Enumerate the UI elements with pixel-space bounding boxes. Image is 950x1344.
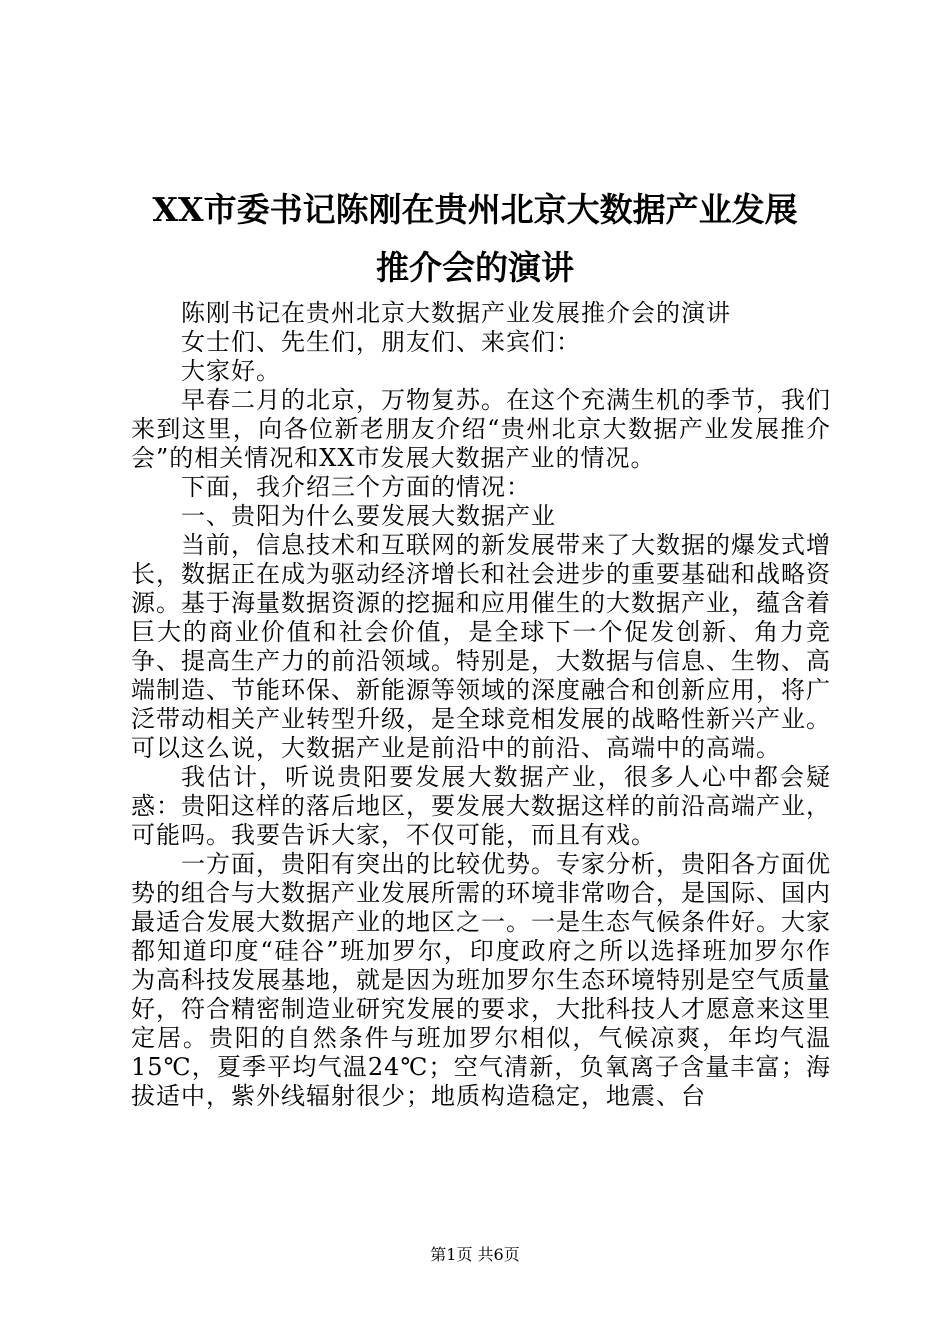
document-title-line-2: 推介会的演讲 — [376, 248, 574, 287]
section-heading: 一、贵阳为什么要发展大数据产业 — [181, 502, 556, 530]
body-paragraph: 当前，信息技术和互联网的新发展带来了大数据的爆发式增长，数据正在成为驱动经济增长和社会进步的重要基础和战略资源。基于海量数据资源的挖掘和应用催生的大数据产业，蕴含着巨大的商业价值和社会价值，是全球下一个促发创新、角力竞争、提高生产力的前沿领域。特别是，大数据与信息、生物、高端制造、节能环保、新能源等领域的深度融合和创新应用，将广泛带动相关产业转型升级，是全球竞相发展的战略性新兴产业。可以这么说，大数据产业是前沿中的前沿、高端中的高端。 — [131, 531, 831, 762]
body-paragraph: 下面，我介绍三个方面的情况： — [181, 473, 531, 501]
page-number-footer: 第1页 共6页 — [430, 1245, 520, 1264]
subtitle-paragraph: 陈刚书记在贵州北京大数据产业发展推介会的演讲 — [181, 299, 731, 327]
greeting-paragraph: 大家好。 — [181, 357, 281, 385]
document-title-line-1: XX市委书记陈刚在贵州北京大数据产业发展 — [152, 190, 798, 229]
body-paragraph: 我估计，听说贵阳要发展大数据产业，很多人心中都会疑惑：贵阳这样的落后地区，要发展大数据这样的前沿高端产业，可能吗。我要告诉大家，不仅可能，而且有戏。 — [131, 763, 831, 849]
document-body — [131, 299, 831, 1111]
body-paragraph: 一方面，贵阳有突出的比较优势。专家分析，贵阳各方面优势的组合与大数据产业发展所需的环境非常吻合，是国际、国内最适合发展大数据产业的地区之一。一是生态气候条件好。大家都知道印度“硅谷”班加罗尔，印度政府之所以选择班加罗尔作为高科技发展基地，就是因为班加罗尔生态环境特别是空气质量好，符合精密制造业研究发展的要求，大批科技人才愿意来这里定居。贵阳的自然条件与班加罗尔相似，气候凉爽，年均气温15℃，夏季平均气温24℃；空气清新，负氧离子含量丰富；海拔适中，紫外线辐射很少；地质构造稳定，地震、台 — [131, 850, 831, 1110]
body-paragraph: 早春二月的北京，万物复苏。在这个充满生机的季节，我们来到这里，向各位新老朋友介绍“贵州北京大数据产业发展推介会”的相关情况和XX市发展大数据产业的情况。 — [131, 386, 831, 472]
salutation-paragraph: 女士们、先生们，朋友们、来宾们： — [181, 328, 581, 356]
